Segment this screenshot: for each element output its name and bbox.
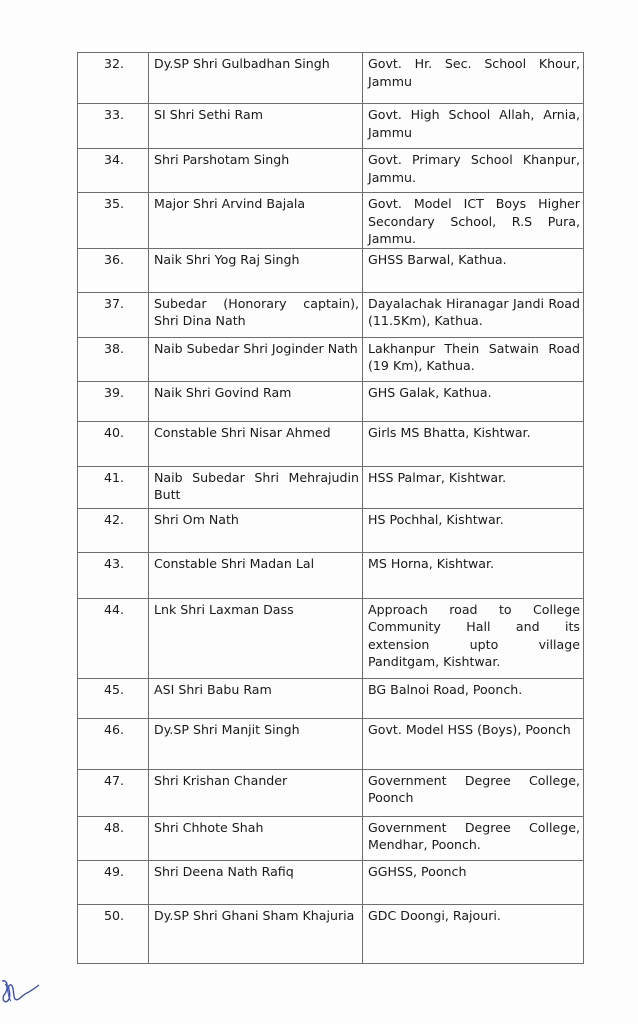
assigned-location: Govt. Primary School Khanpur, Jammu. [363,149,584,193]
person-name: Shri Om Nath [149,508,363,552]
person-name: Shri Chhote Shah [149,816,363,860]
person-name: Major Shri Arvind Bajala [149,193,363,249]
serial-number: 32. [78,53,149,104]
table-row [78,337,584,381]
assigned-location: Girls MS Bhatta, Kishtwar. [363,421,584,466]
assigned-location: Govt. Model HSS (Boys), Poonch [363,718,584,769]
serial-number: 50. [78,904,149,963]
serial-number: 33. [78,104,149,149]
serial-number: 41. [78,466,149,508]
table-row [78,508,584,552]
assigned-location: GDC Doongi, Rajouri. [363,904,584,963]
assigned-location: Government Degree College, Poonch [363,769,584,816]
person-name: SI Shri Sethi Ram [149,104,363,149]
serial-number: 37. [78,292,149,337]
assigned-location: Approach road to College Community Hall and its extension upto village Panditgam, Kishtwar. [363,598,584,678]
serial-number: 39. [78,381,149,421]
assigned-location: Govt. Model ICT Boys Higher Secondary School, R.S Pura, Jammu. [363,193,584,249]
table-row [78,53,584,104]
signature-icon [0,975,40,1010]
serial-number: 46. [78,718,149,769]
table-row [78,248,584,292]
person-name: Subedar (Honorary captain), Shri Dina Nath [149,292,363,337]
serial-number: 45. [78,678,149,718]
table-row [78,718,584,769]
person-name: Naib Subedar Shri Joginder Nath [149,337,363,381]
assigned-location: Lakhanpur Thein Satwain Road (19 Km), Kathua. [363,337,584,381]
serial-number: 42. [78,508,149,552]
person-name: Naik Shri Yog Raj Singh [149,248,363,292]
assignment-table [77,52,584,964]
table-row [78,904,584,963]
person-name: Shri Parshotam Singh [149,149,363,193]
table-row [78,816,584,860]
assigned-location: HS Pochhal, Kishtwar. [363,508,584,552]
assigned-location: Dayalachak Hiranagar Jandi Road (11.5Km), Kathua. [363,292,584,337]
person-name: Dy.SP Shri Manjit Singh [149,718,363,769]
person-name: Dy.SP Shri Gulbadhan Singh [149,53,363,104]
assigned-location: GHSS Barwal, Kathua. [363,248,584,292]
person-name: Shri Krishan Chander [149,769,363,816]
table-row [78,421,584,466]
table-row [78,466,584,508]
serial-number: 48. [78,816,149,860]
table-row [78,769,584,816]
assigned-location: Government Degree College, Mendhar, Poonch. [363,816,584,860]
person-name: Lnk Shri Laxman Dass [149,598,363,678]
assigned-location: MS Horna, Kishtwar. [363,552,584,598]
serial-number: 36. [78,248,149,292]
assigned-location: GHS Galak, Kathua. [363,381,584,421]
person-name: Constable Shri Madan Lal [149,552,363,598]
person-name: Naik Shri Govind Ram [149,381,363,421]
assigned-location: Govt. High School Allah, Arnia, Jammu [363,104,584,149]
assigned-location: Govt. Hr. Sec. School Khour, Jammu [363,53,584,104]
serial-number: 43. [78,552,149,598]
serial-number: 38. [78,337,149,381]
table-row [78,381,584,421]
serial-number: 49. [78,860,149,904]
table-row [78,598,584,678]
table-row [78,678,584,718]
table-row [78,860,584,904]
person-name: ASI Shri Babu Ram [149,678,363,718]
serial-number: 34. [78,149,149,193]
person-name: Shri Deena Nath Rafiq [149,860,363,904]
person-name: Dy.SP Shri Ghani Sham Khajuria [149,904,363,963]
person-name: Constable Shri Nisar Ahmed [149,421,363,466]
table-row [78,149,584,193]
table-row [78,292,584,337]
assigned-location: BG Balnoi Road, Poonch. [363,678,584,718]
serial-number: 47. [78,769,149,816]
assigned-location: GGHSS, Poonch [363,860,584,904]
person-name: Naib Subedar Shri Mehrajudin Butt [149,466,363,508]
assigned-location: HSS Palmar, Kishtwar. [363,466,584,508]
serial-number: 40. [78,421,149,466]
serial-number: 44. [78,598,149,678]
table-row [78,104,584,149]
table-row [78,552,584,598]
serial-number: 35. [78,193,149,249]
table-row [78,193,584,249]
